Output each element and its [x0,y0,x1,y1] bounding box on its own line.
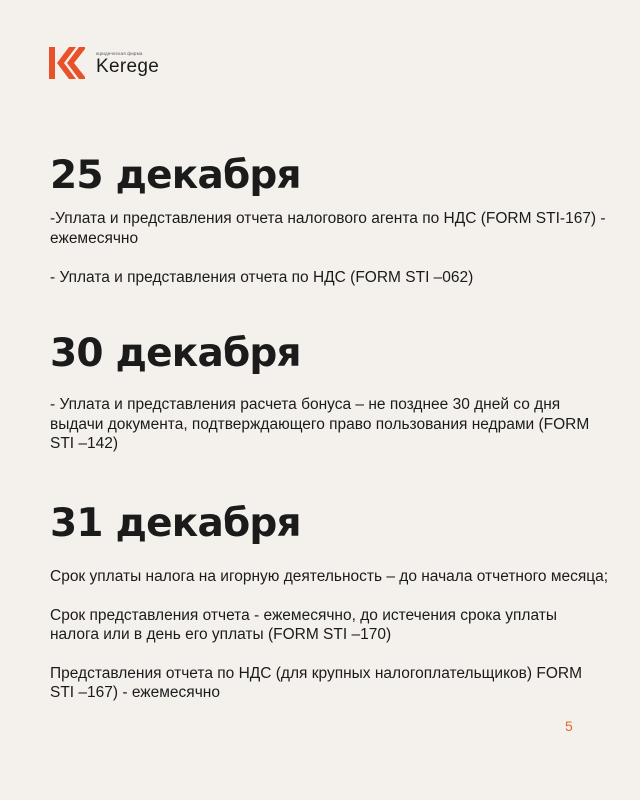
section-paragraph: - Уплата и представления отчета по НДС (FORM STI –062) [50,269,474,286]
section-date: 30 декабря [50,331,301,376]
page-number: 5 [565,718,573,734]
section-date: 31 декабря [50,501,301,546]
section-30-december [50,330,610,454]
kerege-logo-icon [49,47,85,79]
section-date: 25 декабря [50,153,301,198]
section-25-december [50,152,610,288]
section-31-december [50,500,610,703]
section-paragraph: Срок уплаты налога на игорную деятельность – до начала отчетного месяца; [50,568,609,585]
section-paragraph: - Уплата и представления расчета бонуса – не позднее 30 дней со дня выдачи документа, подтверждающего право пользования недрами (FORM STI –142) [50,396,590,452]
brand-tagline: юридическая фирма [96,51,143,56]
brand-name: Kerege [96,56,160,77]
section-paragraph: -Уплата и представления отчета налогового агента по НДС (FORM STI-167) - ежемесячно [50,210,606,247]
section-paragraph: Срок представления отчета - ежемесячно, до истечения срока уплаты налога или в день его уплаты (FORM STI –170) [50,606,557,643]
section-paragraph: Представления отчета по НДС (для крупных налогоплательщиков) FORM STI –167) - ежемесячно [50,664,582,701]
